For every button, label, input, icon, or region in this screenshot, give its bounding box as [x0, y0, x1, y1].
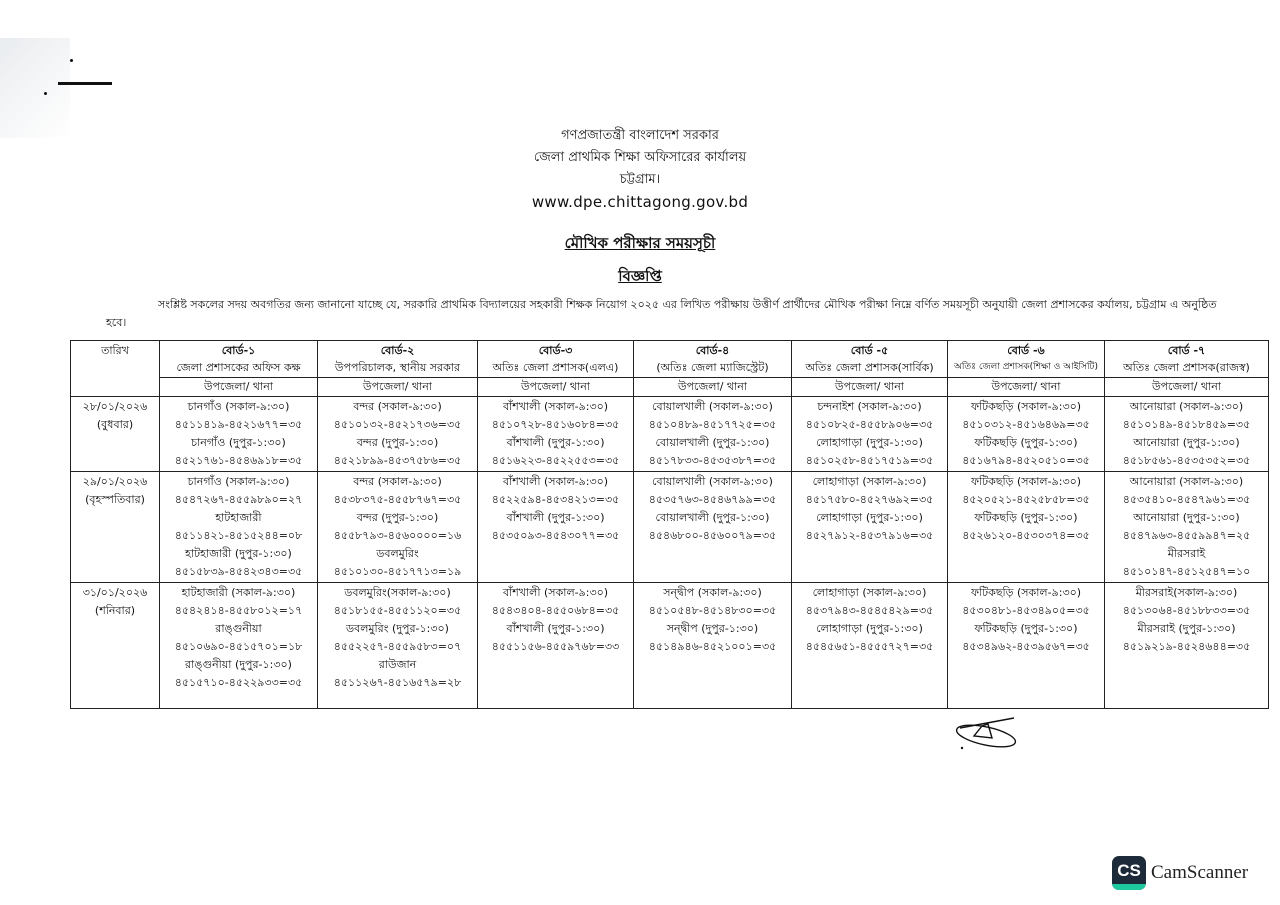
board-header [160, 341, 318, 378]
upazila-session: লোহাগাড়া (দুপুর-১:৩০) [816, 511, 923, 524]
board-name: বোর্ড -৬ [1007, 344, 1045, 357]
roll-range: ৪৫১৬২২৩-৪৫২২৫৫৩=৩৫ [491, 454, 620, 467]
upazila-subheader: উপজেলা/ থানা [478, 378, 634, 397]
board-schedule-cell [160, 397, 318, 472]
roll-range: ৪৫১৫৭১০-৪৫২২৯৩৩=৩৫ [174, 676, 303, 689]
scan-speck [44, 92, 47, 95]
roll-range: ৪৫২৭৯১২-৪৫৩৭৯১৬=৩৫ [805, 529, 934, 542]
board-schedule-cell [1105, 472, 1269, 583]
upazila-session: মীরসরাই(সকাল-৯:৩০) [1135, 586, 1238, 599]
roll-range: ৪৫১৭৫৮০-৪৫২৭৬৯২=৩৫ [805, 493, 934, 506]
roll-range: ৪৫৩৮৩৭৫-৪৫৫৮৭৬৭=৩৫ [333, 493, 462, 506]
camscanner-logo-icon [1112, 856, 1146, 890]
roll-range: ৪৫২৬১২০-৪৫৩০৩৭৪=৩৫ [962, 529, 1090, 542]
board-header [1105, 341, 1269, 378]
board-name: বোর্ড-২ [380, 344, 415, 357]
board-schedule-cell [948, 397, 1105, 472]
roll-range: ৪৫৪৫৬৫১-৪৫৫৫৭২৭=৩৫ [805, 640, 934, 653]
roll-range: ৪৫৫৮৭৯৩-৪৫৬০০০০=১৬ [333, 529, 462, 542]
board-office: অতিঃ জেলা প্রশাসক(শিক্ষা ও আইসিটি) [954, 362, 1098, 372]
roll-range: ৪৫১০১৩২-৪৫২১৭৩৬=৩৫ [333, 418, 462, 431]
upazila-session: ফটিকছড়ি (সকাল-৯:৩০) [970, 400, 1082, 413]
roll-range: ৪৫৫১১৫৬-৪৫৫৯৭৬৮=৩৩ [491, 640, 620, 653]
roll-range: ৪৫১০১৪৯-৪৫১৮৪৫৯=৩৫ [1122, 418, 1251, 431]
roll-range: ৪৫১৮১৫৫-৪৫৫১১২০=৩৫ [333, 604, 462, 617]
board-schedule-cell [318, 583, 478, 709]
roll-range: ৪৫১০৩১২-৪৫১৬৪৬৯=৩৫ [962, 418, 1090, 431]
exam-date: ২৯/০১/২০২৬ [82, 475, 148, 488]
upazila-session: বন্দর (দুপুর-১:৩০) [356, 511, 439, 524]
schedule-row [71, 397, 1269, 472]
upazila-session: লোহাগাড়া (সকাল-৯:৩০) [812, 475, 927, 488]
upazila-session: সন্দ্বীপ (সকাল-৯:৩০) [663, 586, 762, 599]
upazila-session: হাটহাজারী (সকাল-৯:৩০) [181, 586, 296, 599]
board-schedule-cell [160, 583, 318, 709]
board-schedule-cell [160, 472, 318, 583]
upazila-session: বন্দর (সকাল-৯:৩০) [353, 475, 442, 488]
upazila-subheader: উপজেলা/ থানা [792, 378, 948, 397]
board-schedule-cell [948, 472, 1105, 583]
board-office: উপপরিচালক, স্থানীয় সরকার [334, 361, 461, 374]
roll-range: ৪৫১০৪৮৯-৪৫১৭৭২৫=৩৫ [648, 418, 777, 431]
upazila-subheader: উপজেলা/ থানা [160, 378, 318, 397]
exam-weekday: (বুধবার) [96, 418, 134, 431]
roll-range: ৪৫৩৫৪১০-৪৫৪৭৯৬১=৩৫ [1122, 493, 1251, 506]
upazila-session: ডবলমুরিং(সকাল-৯:৩০) [344, 586, 451, 599]
upazila-session: হাটহাজারী [215, 511, 262, 524]
roll-range: ৪৫১১৪২১-৪৫১৫২৪৪=০৮ [174, 529, 303, 542]
roll-range: ৪৫২১৭৬১-৪৫৪৬৯১৮=৩৫ [174, 454, 303, 467]
upazila-session: ডবলমুরিং [376, 547, 419, 560]
upazila-session: মীরসরাই (দুপুর-১:৩০) [1137, 622, 1236, 635]
upazila-session: চানগাঁও (সকাল-৯:৩০) [187, 475, 290, 488]
upazila-session: বোয়ালখালী (দুপুর-১:৩০) [655, 511, 770, 524]
upazila-session: হাটহাজারী (দুপুর-১:৩০) [185, 547, 292, 560]
board-header [948, 341, 1105, 378]
exam-date: ৩১/০১/২০২৬ [82, 586, 148, 599]
scan-shadow [0, 38, 70, 138]
board-schedule-cell [634, 472, 792, 583]
roll-range: ৪৫১০১৩০-৪৫১৭৭১৩=১৯ [333, 565, 462, 578]
roll-range: ৪৫৩৫০৯৩-৪৫৪৩০৭৭=৩৫ [491, 529, 620, 542]
logo-text: CS [1117, 861, 1141, 880]
exam-weekday: (শনিবার) [94, 604, 136, 617]
roll-range: ৪৫৪২৪১৪-৪৫৫৮০১২=১৭ [174, 604, 303, 617]
board-name: বোর্ড-৪ [695, 344, 730, 357]
upazila-session: বোয়ালখালী (সকাল-৯:৩০) [652, 475, 773, 488]
roll-range: ৪৫১০৫৪৮-৪৫১৪৮৩০=৩৫ [648, 604, 777, 617]
schedule-row [71, 583, 1269, 709]
scan-mark-line [58, 82, 112, 85]
date-cell [71, 472, 160, 583]
roll-range: ৪৫১০৬৯০-৪৫১৫৭০১=১৮ [174, 640, 303, 653]
board-office: অতিঃ জেলা প্রশাসক(এলএ) [492, 361, 619, 374]
roll-range: ৪৫৪৭৯৬৩-৪৫৫৯৯৪৭=২৫ [1122, 529, 1251, 542]
board-office: জেলা প্রশাসকের অফিস কক্ষ [176, 361, 301, 374]
upazila-session: চানগাঁও (সকাল-৯:৩০) [187, 400, 290, 413]
roll-range: ৪৫১৬৭৯৪-৪৫২০৫১০=৩৫ [962, 454, 1090, 467]
document-title: মৌখিক পরীক্ষার সময়সূচী [564, 234, 716, 252]
board-schedule-cell [318, 472, 478, 583]
upazila-subheader: উপজেলা/ থানা [948, 378, 1105, 397]
upazila-session: লোহাগাড়া (সকাল-৯:৩০) [812, 586, 927, 599]
upazila-session: রাঙ্গুনীয়া (দুপুর-১:৩০) [185, 658, 292, 671]
office-name: জেলা প্রাথমিক শিক্ষা অফিসারের কার্যালয় [533, 150, 747, 165]
roll-range: ৪৫৩৪৯৬২-৪৫৩৯৫৬৭=৩৫ [962, 640, 1090, 653]
roll-range: ৪৫৩৭৯৪৩-৪৫৪৫৪২৯=৩৫ [805, 604, 934, 617]
notice-paragraph: সংশ্লিষ্ট সকলের সদয় অবগতির জন্য জানানো যাচ্ছে যে, সরকারি প্রাথমিক বিদ্যালয়ের সহকারী শিক্ষক নিয়োগ ২০২৫ এর লিখিত পরীক্ষায় উত্তীর্ণ প্রার্থীদের মৌখিক পরীক্ষা নিম্নে বর্ণিত সময়সূচী অনুযায়ী জেলা প্রশাসকের কর্যালয়, চট্টগ্রাম এ অনুষ্ঠিত হবে। [106, 298, 1217, 329]
upazila-session: বাঁশখালী (দুপুর-১:৩০) [506, 511, 605, 524]
board-schedule-cell [792, 472, 948, 583]
roll-range: ৪৫১৭৮৩৩-৪৫৩৫৩৮৭=৩৫ [648, 454, 777, 467]
roll-range: ৪৫১৩০৬৪-৪৫১৮৮৩৩=৩৫ [1122, 604, 1251, 617]
upazila-session: রাঙ্গুনীয়া [215, 622, 262, 635]
roll-range: ৪৫১১৪১৯-৪৫২১৬৭৭=৩৫ [174, 418, 303, 431]
upazila-subheader: উপজেলা/ থানা [634, 378, 792, 397]
board-schedule-cell [634, 583, 792, 709]
upazila-session: আনোয়ারা (সকাল-৯:৩০) [1129, 475, 1244, 488]
board-schedule-cell [478, 472, 634, 583]
upazila-session: লোহাগাড়া (দুপুর-১:৩০) [816, 436, 923, 449]
roll-range: ৪৫১০২৫৮-৪৫১৭৫১৯=৩৫ [805, 454, 934, 467]
roll-range: ৪৫৪৬৮০০-৪৫৬০০৭৯=৩৫ [648, 529, 777, 542]
board-header [792, 341, 948, 378]
roll-range: ৪৫১৯২১৯-৪৫২৪৬৪৪=৩৫ [1122, 640, 1251, 653]
upazila-session: বন্দর (দুপুর-১:৩০) [356, 436, 439, 449]
roll-range: ৪৫১০৮২৫-৪৫৫৮৯০৬=৩৫ [805, 418, 934, 431]
board-schedule-cell [318, 397, 478, 472]
upazila-session: বাঁশখালী (দুপুর-১:৩০) [506, 622, 605, 635]
board-schedule-cell [478, 583, 634, 709]
date-header-label: তারিখ [101, 344, 129, 357]
govt-name: গণপ্রজাতন্ত্রী বাংলাদেশ সরকার [561, 128, 719, 143]
schedule-row [71, 472, 1269, 583]
upazila-session: বোয়ালখালী (দুপুর-১:৩০) [655, 436, 770, 449]
board-schedule-cell [1105, 583, 1269, 709]
roll-range: ৪৫১৪৯৪৬-৪৫২১০০১=৩৫ [648, 640, 777, 653]
upazila-session: মীরসরাই [1167, 547, 1206, 560]
upazila-session: ফটিকছড়ি (দুপুর-১:৩০) [974, 436, 1078, 449]
upazila-session: চানগাঁও (দুপুর-১:৩০) [191, 436, 286, 449]
upazila-session: বন্দর (সকাল-৯:৩০) [353, 400, 442, 413]
roll-range: ৪৫৪৩৪০৪-৪৫৫০৬৮৪=৩৫ [491, 604, 620, 617]
upazila-session: বাঁশখালী (দুপুর-১:৩০) [506, 436, 605, 449]
upazila-session: ফটিকছড়ি (দুপুর-১:৩০) [974, 511, 1078, 524]
board-office: (অতিঃ জেলা ম্যাজিস্ট্রেট) [656, 361, 769, 374]
document-subtitle: বিজ্ঞপ্তি [618, 267, 662, 285]
board-header [318, 341, 478, 378]
roll-range: ৪৫২০৫২১-৪৫২৫৮৫৮=৩৫ [962, 493, 1090, 506]
exam-date: ২৮/০১/২০২৬ [82, 400, 148, 413]
roll-range: ৪৫১০৭২৮-৪৫১৬০৮৪=৩৫ [491, 418, 620, 431]
upazila-session: ফটিকছড়ি (দুপুর-১:৩০) [974, 622, 1078, 635]
date-cell [71, 397, 160, 472]
upazila-session: বাঁশখালী (সকাল-৯:৩০) [502, 400, 609, 413]
upazila-session: ডবলমুরিং (দুপুর-১:৩০) [346, 622, 449, 635]
roll-range: ৪৫২১৮৯৯-৪৫৩৭৫৮৬=৩৫ [333, 454, 462, 467]
roll-range: ৪৫১৮৫৬১-৪৫৩৫৩৫২=৩৫ [1122, 454, 1251, 467]
upazila-session: ফটিকছড়ি (সকাল-৯:৩০) [970, 586, 1082, 599]
roll-range: ৪৫১০১৪৭-৪৫১২৫৪৭=১০ [1122, 565, 1251, 578]
board-name: বোর্ড -৭ [1167, 344, 1206, 357]
scan-margin [0, 0, 1280, 38]
roll-range: ৪৫৪৭২৬৭-৪৫৫৯৮৯০=২৭ [174, 493, 303, 506]
schedule-table [70, 340, 1269, 709]
roll-range: ৪৫৫২২৫৭-৪৫৫৯৫৮৩=০৭ [333, 640, 462, 653]
upazila-subheader: উপজেলা/ থানা [1105, 378, 1269, 397]
board-schedule-cell [634, 397, 792, 472]
board-schedule-cell [792, 397, 948, 472]
roll-range: ৪৫২২৫৯৪-৪৫৩৪২১৩=৩৫ [491, 493, 620, 506]
date-cell [71, 583, 160, 709]
board-schedule-cell [478, 397, 634, 472]
camscanner-watermark [1112, 856, 1248, 890]
office-location: চট্টগ্রাম। [619, 172, 661, 187]
board-schedule-cell [1105, 397, 1269, 472]
scan-speck [70, 59, 73, 62]
website-link[interactable]: www.dpe.chittagong.gov.bd [531, 193, 749, 211]
upazila-session: রাউজান [378, 658, 417, 671]
roll-range: ৪৫১১২৬৭-৪৫১৬৫৭৯=২৮ [333, 676, 462, 689]
upazila-session: বোয়ালখালী (সকাল-৯:৩০) [652, 400, 773, 413]
date-column-header [71, 341, 160, 397]
board-schedule-cell [948, 583, 1105, 709]
board-header [478, 341, 634, 378]
board-name: বোর্ড -৫ [850, 344, 889, 357]
board-header [634, 341, 792, 378]
board-schedule-cell [792, 583, 948, 709]
upazila-session: আনোয়ারা (দুপুর-১:৩০) [1133, 511, 1240, 524]
exam-weekday: (বৃহস্পতিবার) [85, 493, 145, 506]
board-office: অতিঃ জেলা প্রশাসক(সার্বিক) [805, 361, 934, 374]
upazila-session: আনোয়ারা (সকাল-৯:৩০) [1129, 400, 1244, 413]
upazila-session: ফটিকছড়ি (সকাল-৯:৩০) [970, 475, 1082, 488]
board-name: বোর্ড-১ [221, 344, 256, 357]
camscanner-brand: CamScanner [1151, 862, 1249, 883]
upazila-session: বাঁশখালী (সকাল-৯:৩০) [502, 475, 609, 488]
upazila-session: লোহাগাড়া (দুপুর-১:৩০) [816, 622, 923, 635]
signature [952, 714, 1022, 754]
upazila-session: সন্দ্বীপ (দুপুর-১:৩০) [666, 622, 759, 635]
roll-range: ৪৫৩০৪৮১-৪৫৩৪৯০৫=৩৫ [962, 604, 1090, 617]
roll-range: ৪৫১৫৮৩৯-৪৫৪২৩৪৩=৩৫ [174, 565, 303, 578]
board-office: অতিঃ জেলা প্রশাসক(রাজস্ব) [1123, 361, 1250, 374]
board-name: বোর্ড-৩ [538, 344, 573, 357]
roll-range: ৪৫৩৫৭৬৩-৪৫৪৬৭৯৯=৩৫ [648, 493, 777, 506]
upazila-session: আনোয়ারা (দুপুর-১:৩০) [1133, 436, 1240, 449]
upazila-session: বাঁশখালী (সকাল-৯:৩০) [502, 586, 609, 599]
upazila-session: চন্দনাইশ (সকাল-৯:৩০) [817, 400, 922, 413]
upazila-subheader: উপজেলা/ থানা [318, 378, 478, 397]
